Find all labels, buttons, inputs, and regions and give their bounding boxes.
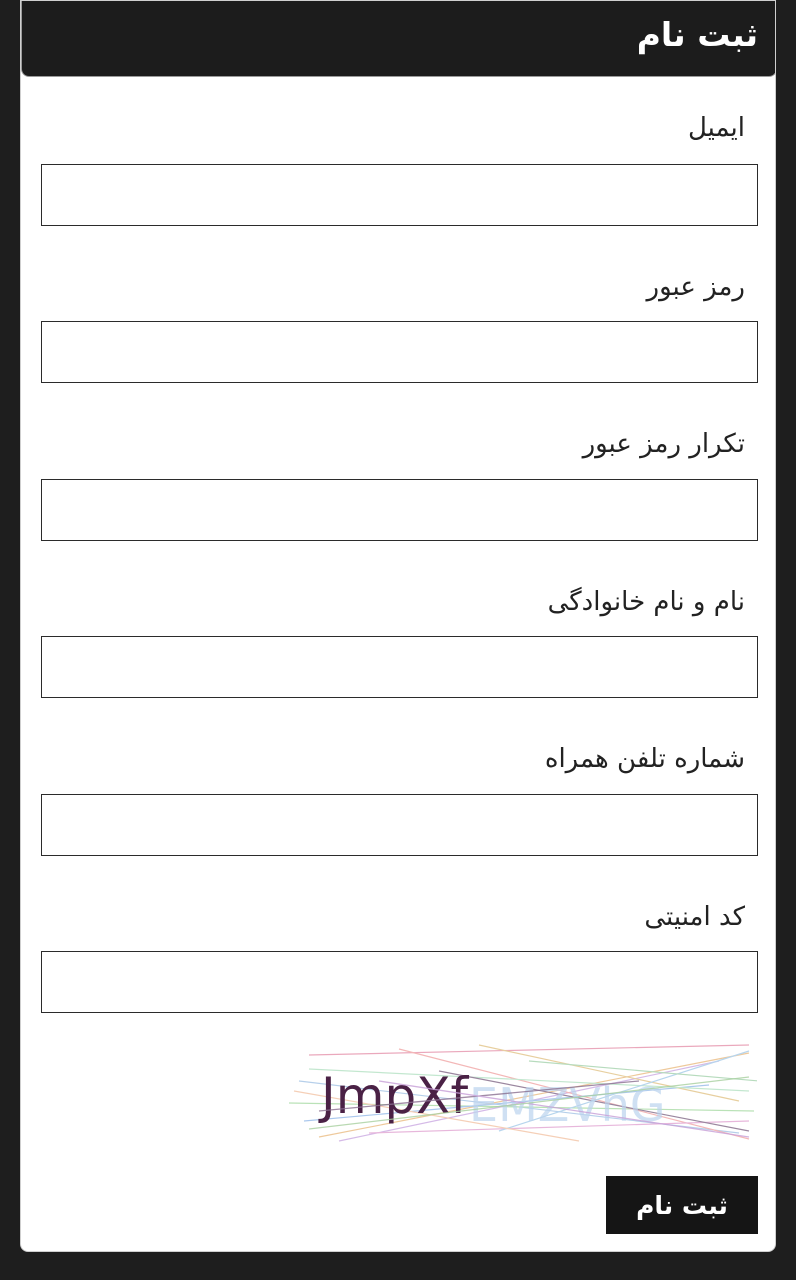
captcha-image [279, 1041, 757, 1145]
card-header [21, 1, 776, 77]
form-title: ثبت نام [636, 15, 758, 54]
captcha-faded-text: EMZVhG [469, 1078, 666, 1132]
password-field[interactable] [41, 321, 758, 383]
fullname-field[interactable] [41, 636, 758, 698]
fullname-label: نام و نام خانوادگی [547, 587, 745, 617]
submit-button[interactable]: ثبت نام [606, 1176, 758, 1234]
mobile-field[interactable] [41, 794, 758, 856]
mobile-label: شماره تلفن همراه [544, 744, 745, 774]
password-label: رمز عبور [646, 272, 745, 302]
password-repeat-label: تکرار رمز عبور [582, 429, 745, 459]
password-repeat-field[interactable] [41, 479, 758, 541]
email-field[interactable] [41, 164, 758, 226]
captcha-text: JmpXf [321, 1067, 469, 1125]
security-code-field[interactable] [41, 951, 758, 1013]
security-code-label: کد امنیتی [644, 902, 745, 932]
email-label: ایمیل [687, 113, 745, 143]
registration-card [20, 0, 776, 1252]
